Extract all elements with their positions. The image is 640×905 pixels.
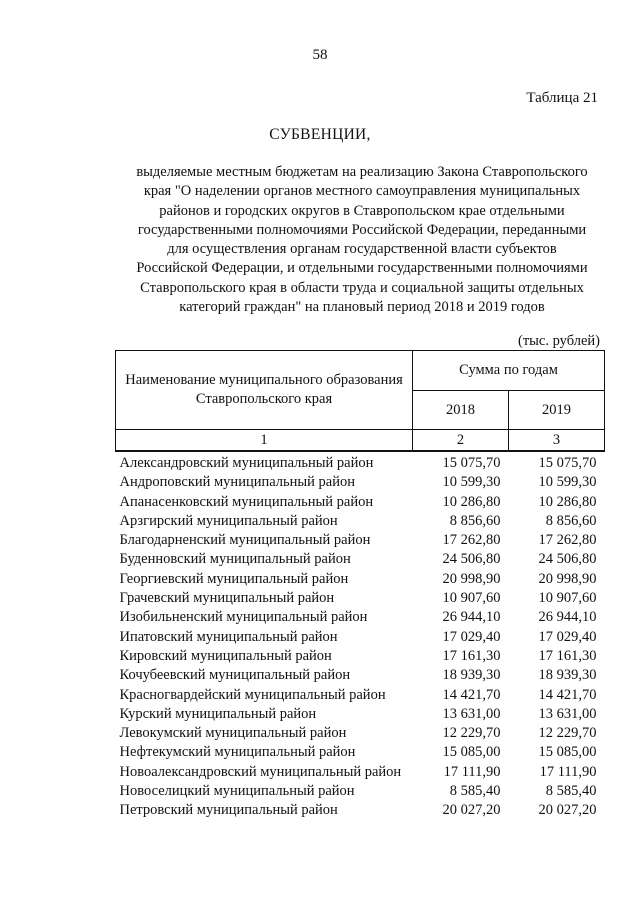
table-row <box>116 743 605 762</box>
document-subtitle <box>112 163 612 317</box>
municipality-name: Александровский муниципальный район <box>119 455 374 471</box>
table-row <box>116 782 605 801</box>
amount-2018: 26 944,10 <box>442 609 501 626</box>
municipality-name: Андроповский муниципальный район <box>119 474 355 491</box>
table-row <box>116 666 605 685</box>
amount-2019: 20 998,90 <box>538 570 597 587</box>
amount-2019: 8 585,40 <box>545 783 597 800</box>
subtitle-line: для осуществления органам государственной власти субъектов <box>167 241 557 258</box>
subtitle-line: категорий граждан" на плановый период 2018 и 2019 годов <box>179 299 545 316</box>
amount-2019: 8 856,60 <box>545 512 597 529</box>
municipality-name: Кочубеевский муниципальный район <box>119 667 351 684</box>
table-row <box>116 647 605 666</box>
header-year-2018: 2018 <box>413 391 509 430</box>
municipality-name: Буденновский муниципальный район <box>119 551 351 568</box>
municipality-name: Новоалександровский муниципальный район <box>119 763 402 780</box>
amount-2018: 17 262,80 <box>442 532 501 549</box>
table-row <box>116 763 605 782</box>
amount-2019: 15 075,70 <box>538 455 597 471</box>
amount-2019: 17 161,30 <box>538 647 597 664</box>
column-number: 3 <box>509 430 605 452</box>
subtitle-line: районов и городских округов в Ставропольском крае отдельными <box>159 202 565 219</box>
amount-2019: 10 907,60 <box>538 590 597 607</box>
document-title: СУБВЕНЦИИ, <box>269 126 371 143</box>
municipality-name: Нефтекумский муниципальный район <box>119 744 356 761</box>
table-row <box>116 493 605 512</box>
amount-2019: 12 229,70 <box>538 725 597 742</box>
municipality-name: Красногвардейский муниципальный район <box>119 686 386 703</box>
table-row <box>116 628 605 647</box>
amount-2018: 20 027,20 <box>442 802 501 819</box>
municipality-name: Курский муниципальный район <box>119 705 317 722</box>
municipality-name: Новоселицкий муниципальный район <box>119 783 355 800</box>
municipality-name: Кировский муниципальный район <box>119 647 332 664</box>
amount-2019: 18 939,30 <box>538 667 597 684</box>
subtitle-line: Российской Федерации, и отдельными государственными полномочиями <box>136 260 588 277</box>
table-row <box>116 451 605 473</box>
amount-2019: 15 085,00 <box>538 744 597 761</box>
table-row <box>116 512 605 531</box>
subtitle-line: выделяемые местным бюджетам на реализацию Закона Ставропольского <box>136 164 588 180</box>
municipality-name: Арзгирский муниципальный район <box>119 512 338 529</box>
municipality-name: Изобильненский муниципальный район <box>119 609 368 626</box>
amount-2019: 10 286,80 <box>538 493 597 510</box>
table-row <box>116 705 605 724</box>
amount-2019: 17 029,40 <box>538 628 597 645</box>
municipality-name: Апанасенковский муниципальный район <box>119 493 374 510</box>
amount-2018: 8 585,40 <box>449 783 501 800</box>
amount-2018: 8 856,60 <box>449 512 501 529</box>
amount-2018: 15 075,70 <box>442 455 501 471</box>
amount-2019: 24 506,80 <box>538 551 597 568</box>
header-year-2019: 2019 <box>509 391 605 430</box>
municipality-name: Левокумский муниципальный район <box>119 725 347 742</box>
amount-2018: 13 631,00 <box>442 705 501 722</box>
header-municipality: Наименование муниципального образования Ставропольского края <box>116 351 413 430</box>
municipality-name: Георгиевский муниципальный район <box>119 570 349 587</box>
amount-2019: 13 631,00 <box>538 705 597 722</box>
table-row <box>116 531 605 550</box>
amount-2018: 14 421,70 <box>442 686 501 703</box>
table-row <box>116 686 605 705</box>
header-sum-by-years: Сумма по годам <box>413 351 605 391</box>
table-row <box>116 473 605 492</box>
table-row <box>116 589 605 608</box>
amount-2019: 17 262,80 <box>538 532 597 549</box>
amount-2018: 10 599,30 <box>442 474 501 491</box>
municipality-name: Петровский муниципальный район <box>119 802 338 819</box>
amount-2018: 10 907,60 <box>442 590 501 607</box>
column-number: 2 <box>413 430 509 452</box>
subtitle-line: Ставропольского края в области труда и социальной защиты отдельных <box>140 279 584 296</box>
municipality-name: Ипатовский муниципальный район <box>119 628 338 645</box>
amount-2018: 17 111,90 <box>443 763 501 780</box>
amount-2018: 17 029,40 <box>442 628 501 645</box>
amount-2018: 17 161,30 <box>442 647 501 664</box>
amount-2018: 15 085,00 <box>442 744 501 761</box>
amount-2018: 12 229,70 <box>442 725 501 742</box>
table-row <box>116 570 605 589</box>
table-row <box>116 801 605 820</box>
table-body <box>116 451 605 821</box>
municipality-name: Благодарненский муниципальный район <box>119 532 371 549</box>
amount-2018: 10 286,80 <box>442 493 501 510</box>
municipality-name: Грачевский муниципальный район <box>119 590 335 607</box>
amount-2019: 26 944,10 <box>538 609 597 626</box>
amount-2018: 18 939,30 <box>442 667 501 684</box>
table-label: Таблица 21 <box>526 90 598 106</box>
amount-2018: 24 506,80 <box>442 551 501 568</box>
subventions-table <box>115 350 605 821</box>
units-label: (тыс. рублей) <box>518 333 600 349</box>
amount-2018: 20 998,90 <box>442 570 501 587</box>
table-row <box>116 724 605 743</box>
amount-2019: 14 421,70 <box>538 686 597 703</box>
table-row <box>116 608 605 627</box>
table-row <box>116 550 605 569</box>
amount-2019: 10 599,30 <box>538 474 597 491</box>
amount-2019: 17 111,90 <box>539 763 597 780</box>
column-number: 1 <box>116 430 413 452</box>
subtitle-line: края "О наделении органов местного самоуправления муниципальных <box>143 183 581 200</box>
amount-2019: 20 027,20 <box>538 802 597 819</box>
page-number: 58 <box>312 47 328 63</box>
subtitle-line: государственными полномочиями Российской Федерации, переданными <box>137 221 587 238</box>
table-header <box>116 351 605 452</box>
